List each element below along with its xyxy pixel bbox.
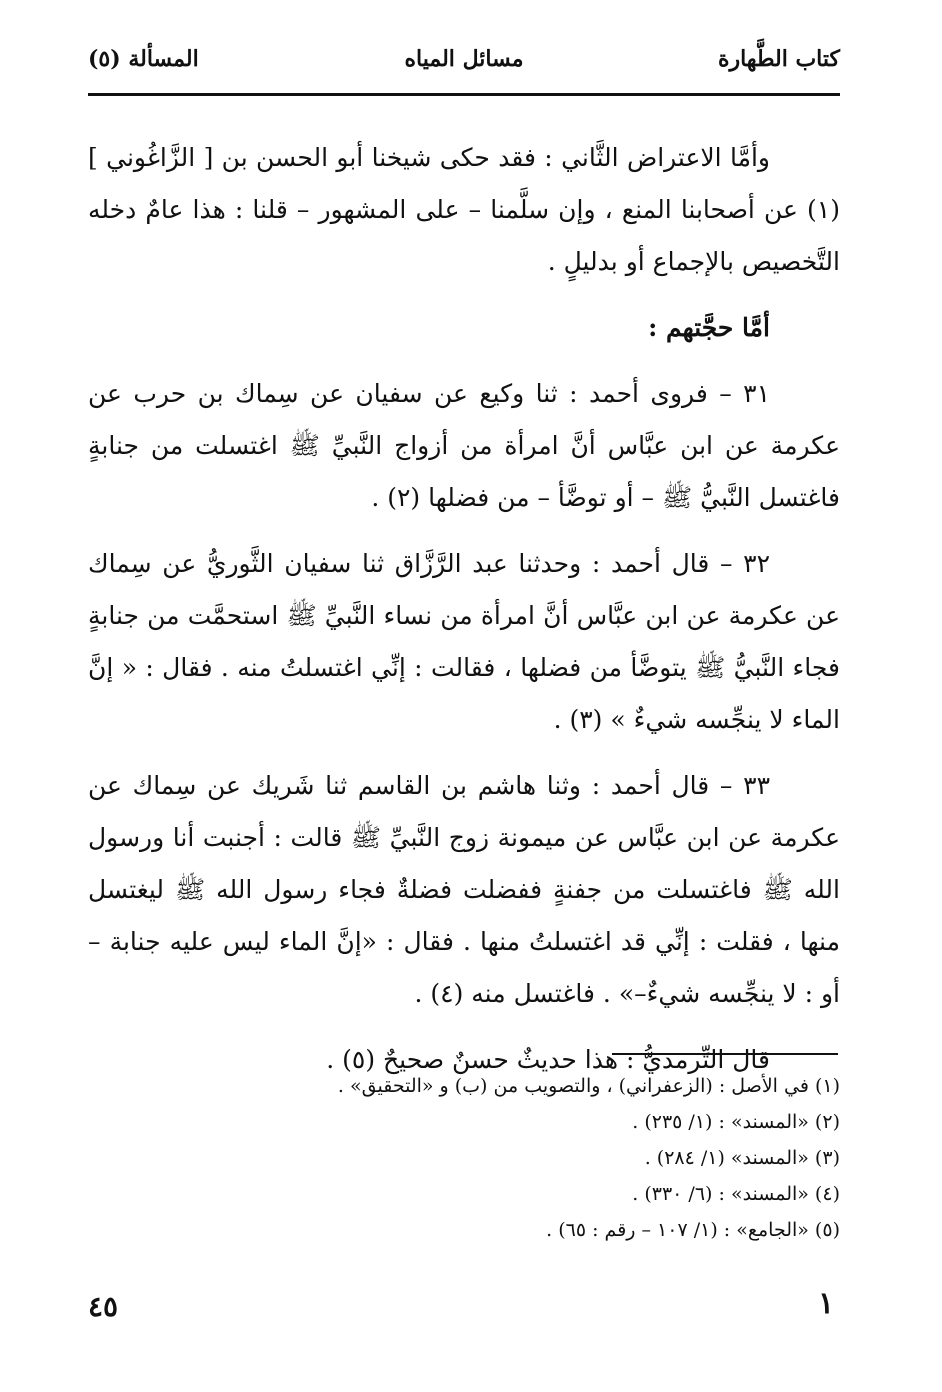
paragraph-hadith-33: ٣٣ – قال أحمد : وثنا هاشم بن القاسم ثنا شَريك عن سِماك عن عكرمة عن ابن عبَّاس عن ميمونة زوج النَّبيِّ ﷺ قالت : أجنبت أنا ورسول الله ﷺ فاغتسلت من جفنةٍ ففضلت فضلةٌ فجاء رسول الله ﷺ ليغتسل منها ، فقلت : إنِّي قد اغتسلتُ منها . فقال : «إنَّ الماء ليس عليه جنابة – أو : لا ينجِّسه شيءٌ–» . فاغتسل منه (٤) .	[88, 771, 840, 1008]
signature-mark: ١	[818, 1286, 835, 1321]
footnote-5: (٥) «الجامع» : (١/ ١٠٧ – رقم : ٦٥) .	[546, 1219, 840, 1241]
running-header	[88, 38, 840, 88]
paragraph-heading-proofs: أمَّا حجَّتهم :	[648, 313, 770, 342]
header-book-title: كتاب الطَّهارة	[717, 46, 840, 72]
main-text	[88, 132, 840, 1100]
footnote-4: (٤) «المسند» : (٦/ ٣٣٠) .	[632, 1183, 840, 1205]
page-number: ٤٥	[88, 1290, 119, 1323]
header-section-title: مسائل المياه	[404, 46, 524, 72]
paragraph-objection: وأمَّا الاعتراض الثَّاني : فقد حكى شيخنا أبو الحسن بن [ الزَّاغُوني ] (١) عن أصحابنا المنع ، وإن سلَّمنا – على المشهور – قلنا : هذا عامٌ دخله التَّخصيص بالإجماع أو بدليلٍ .	[88, 143, 840, 276]
footnote-rule	[612, 1053, 838, 1055]
header-issue-number: المسألة (٥)	[88, 46, 199, 72]
paragraph-hadith-31: ٣١ – فروى أحمد : ثنا وكيع عن سفيان عن سِماك بن حرب عن عكرمة عن ابن عبَّاس أنَّ امرأة من أزواج النَّبيِّ ﷺ اغتسلت من جنابةٍ فاغتسل النَّبيُّ ﷺ – أو توضَّأ – من فضلها (٢) .	[88, 379, 840, 512]
paragraph-hadith-32: ٣٢ – قال أحمد : وحدثنا عبد الرَّزَّاق ثنا سفيان الثَّوريُّ عن سِماك عن عكرمة عن ابن عبَّاس أنَّ امرأة من نساء النَّبيِّ ﷺ استحمَّت من جنابةٍ فجاء النَّبيُّ ﷺ يتوضَّأ من فضلها ، فقالت : إنِّي اغتسلتُ منه . فقال : « إنَّ الماء لا ينجِّسه شيءٌ » (٣) .	[88, 549, 840, 734]
footnote-3: (٣) «المسند» (١/ ٢٨٤) .	[644, 1147, 840, 1169]
footnote-1: (١) في الأصل : (الزعفراني) ، والتصويب من (ب) و «التحقيق» .	[337, 1075, 840, 1097]
header-rule	[88, 93, 840, 96]
footnote-2: (٢) «المسند» : (١/ ٢٣٥) .	[632, 1111, 840, 1133]
footnotes	[88, 1068, 840, 1248]
paragraph-tirmidhi: قال التِّرمذيُّ : هذا حديثٌ حسنٌ صحيحٌ (٥) .	[326, 1045, 770, 1074]
